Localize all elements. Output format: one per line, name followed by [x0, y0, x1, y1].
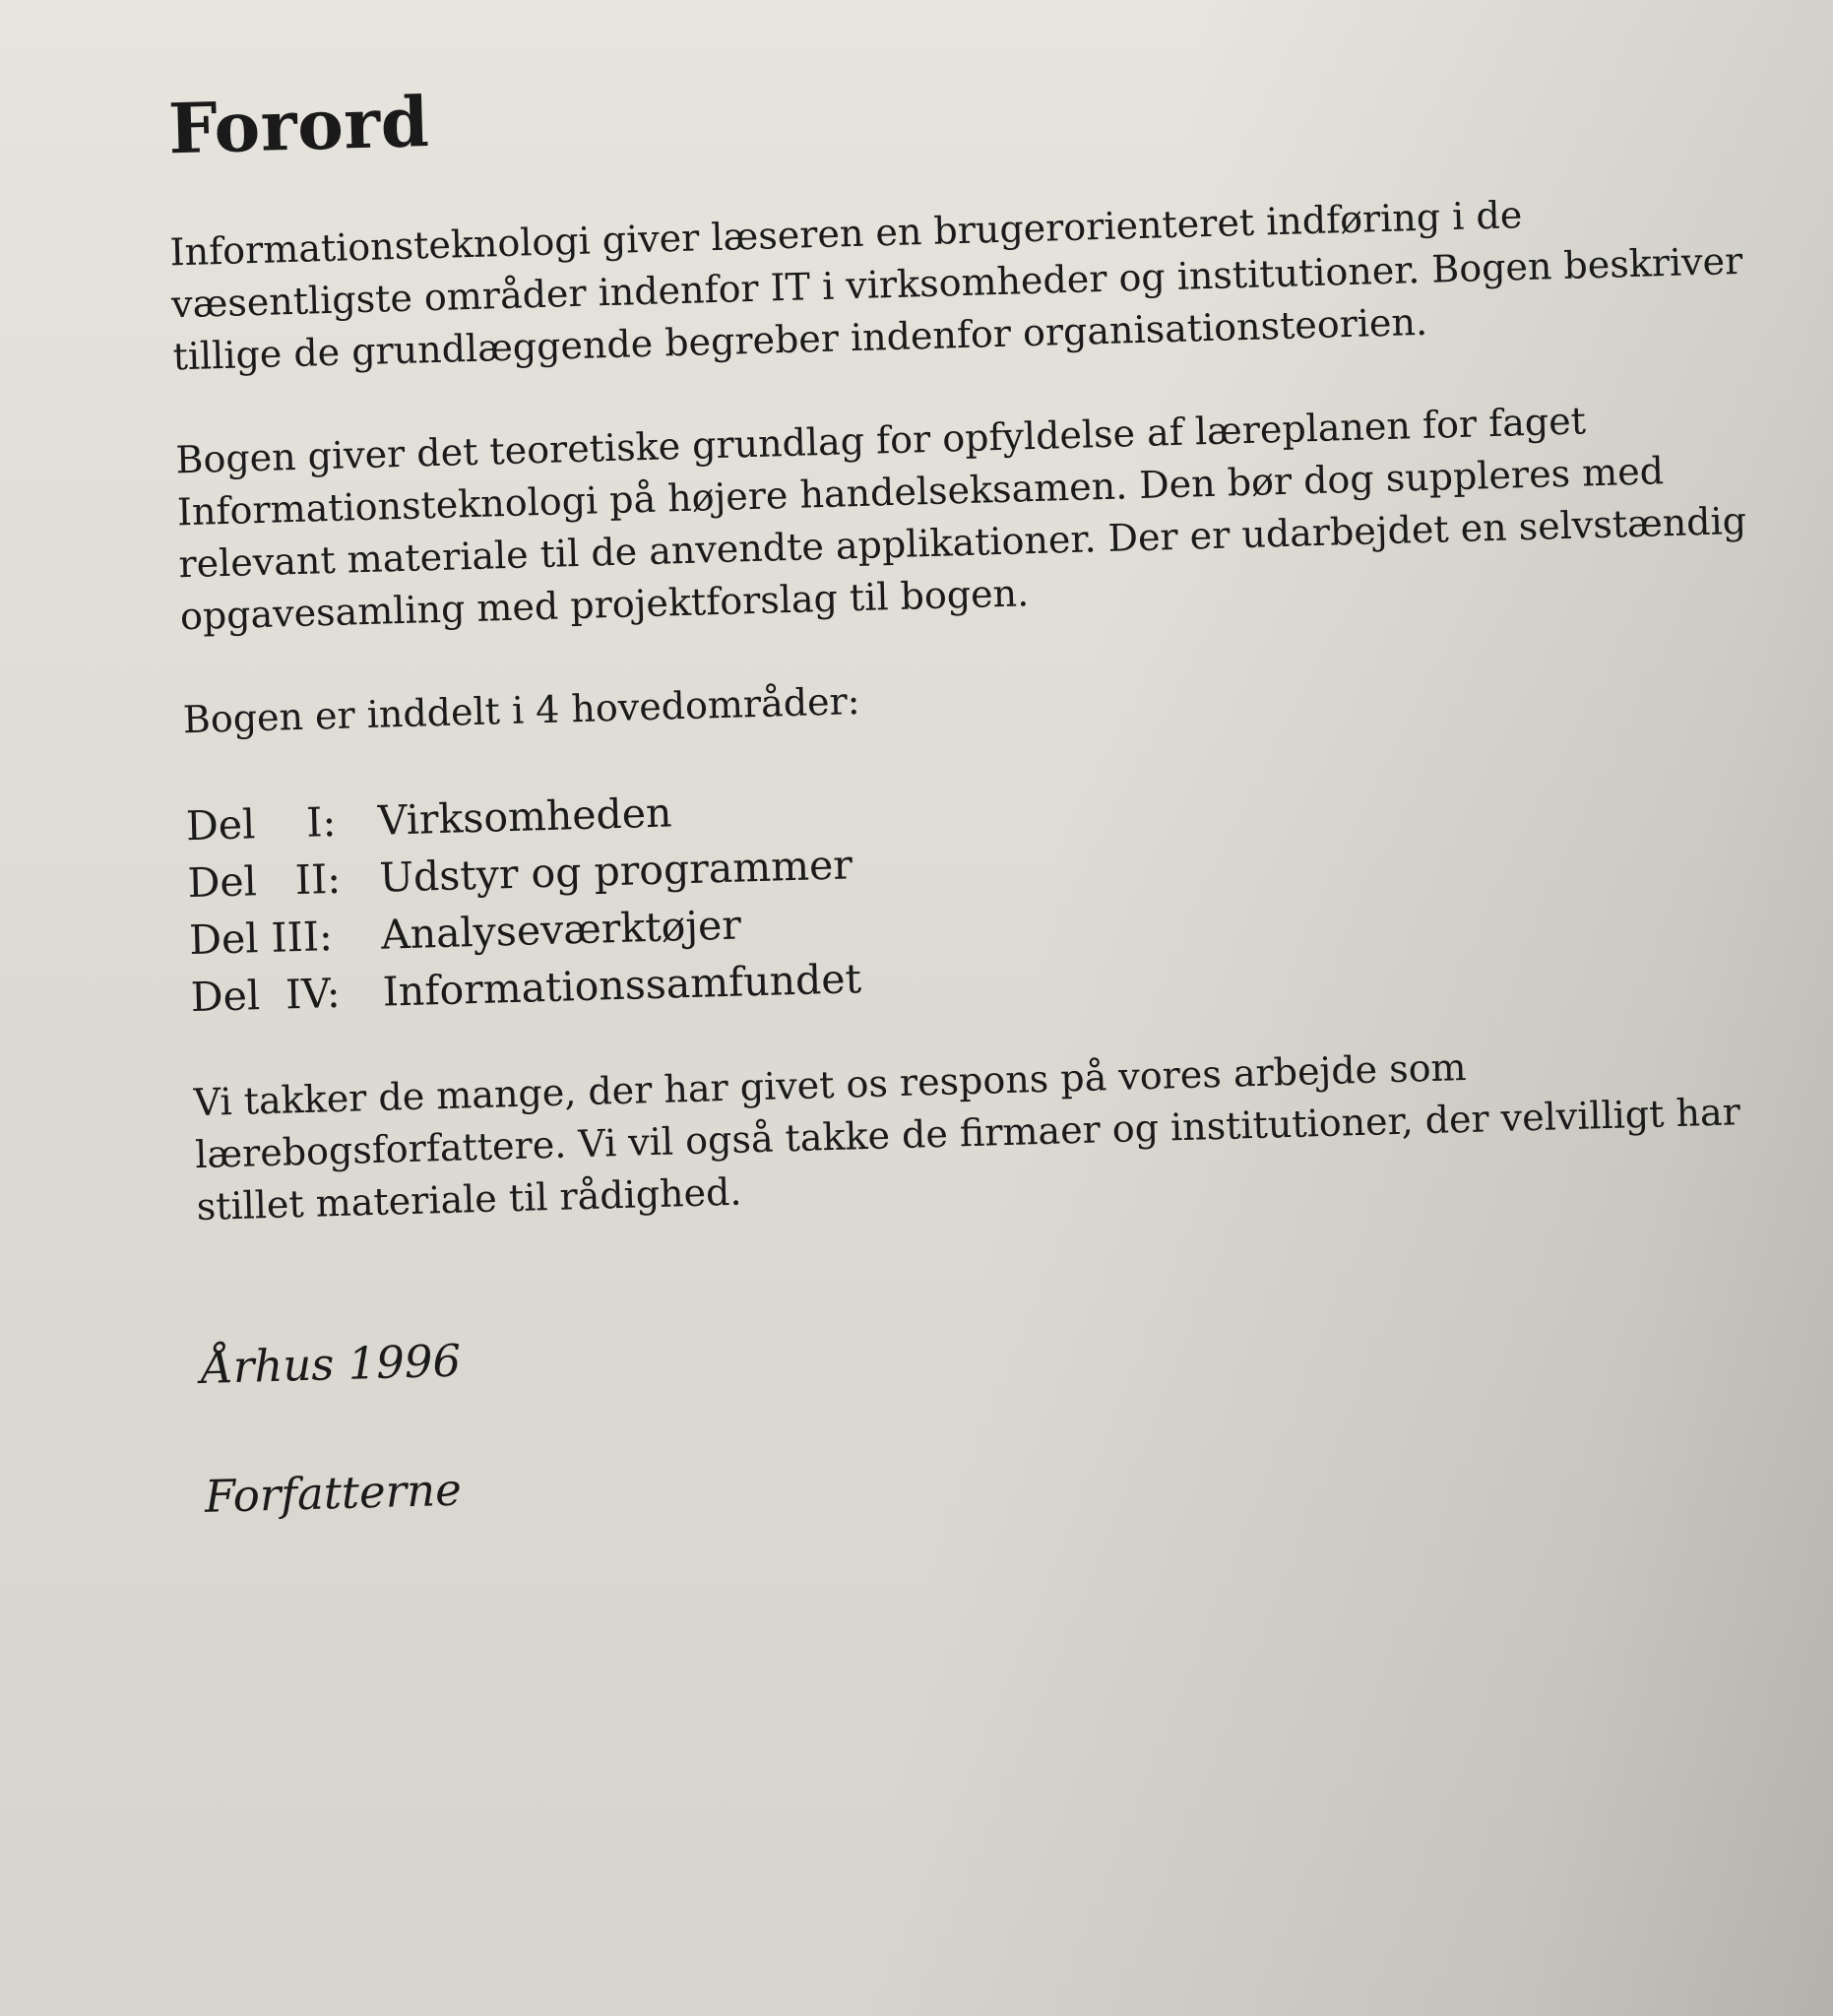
- page-title: Forord: [166, 81, 431, 170]
- place-date: Århus 1996: [200, 1334, 462, 1394]
- thanks-paragraph: Vi takker de mange, der har givet os respons på vores arbejde som lærebogsforfattere. Vi vil også takke de firmaer og institutioner, der velvilligt har stillet materiale til rådighed.: [193, 1044, 1741, 1229]
- preface-content: [148, 43, 1801, 1523]
- part-title: Udstyr og programmer: [378, 841, 853, 902]
- part-number: Del IV:: [190, 969, 342, 1022]
- part-title: Virksomheden: [377, 788, 673, 845]
- curriculum-paragraph: Bogen giver det teoretiske grundlag for opfyldelse af læreplanen for faget Informationsteknologi på højere handelseksamen. Den bør dog suppleres med relevant materiale til de anvendte applikationer. Der er udarbejdet en selvstændig opgavesamling med projektforslag til bogen.: [174, 399, 1747, 639]
- signature: Forfatterne: [204, 1463, 463, 1523]
- part-number: Del III:: [188, 913, 334, 965]
- parts-intro-paragraph: Bogen er inddelt i 4 hovedområder:: [182, 679, 861, 742]
- part-number: Del II:: [186, 854, 342, 908]
- part-title: Analyseværktøjer: [380, 901, 742, 959]
- part-title: Informationssamfundet: [382, 955, 862, 1016]
- part-number: Del I:: [185, 797, 337, 850]
- parts-list: [185, 753, 1788, 1026]
- intro-paragraph: Informationsteknologi giver læseren en brugerorienteret indføring i de væsentligste områder indenfor IT i virksomheder og institutioner. Bogen beskriver tillige de grundlæggende begreber indenfor organisationsteorien.: [169, 193, 1743, 379]
